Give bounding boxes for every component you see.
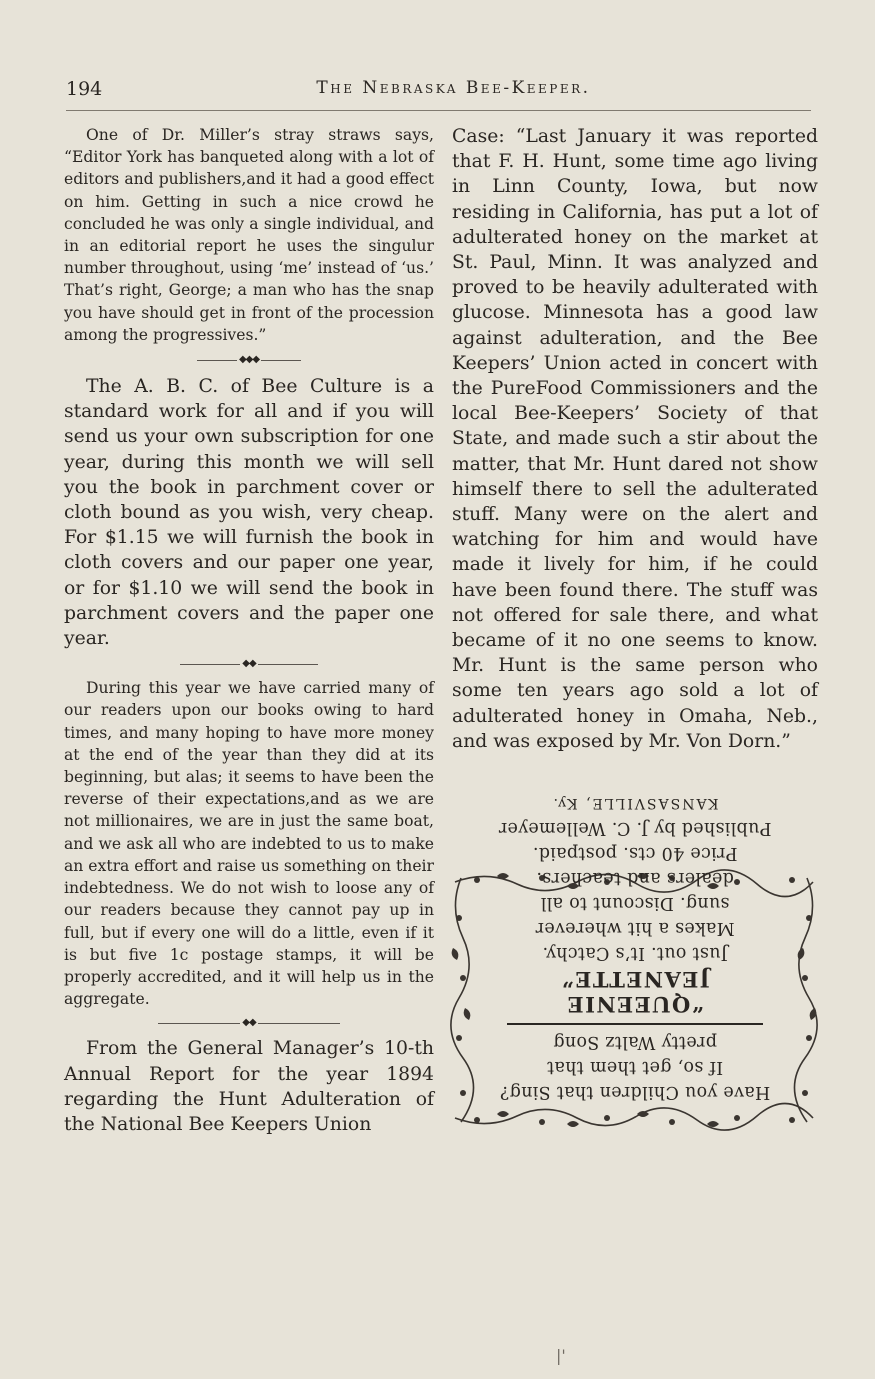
section-divider: ◆◆ bbox=[64, 651, 434, 677]
page-header bbox=[66, 78, 811, 106]
ad-line: Makes a hit wherever bbox=[535, 918, 735, 938]
ad-line: Published by J. C. Wellemeyer bbox=[498, 818, 772, 838]
ad-line: dealers and teachers. bbox=[536, 868, 734, 888]
ad-line: If so, get them that bbox=[546, 1057, 724, 1077]
running-head: The Nebraska Bee-Keeper. bbox=[316, 78, 591, 98]
paragraph-hard-times: During this year we have carried many of our readers upon our books owing to hard times, and many hoping to have more money at the end of the year than they did at its beginning, but alas; it seems to have been the reverse of their expectations,and as we are not millionaires, we are in just the same boat, and we ask all who are indebted to us to make an extra effort and raise us something on their indebtedness. We do not wish to loose any of our readers because they cannot pay up in full, but if every one will do a little, even if it is but five 1c postage stamps, it will be properly accredited, and it will help us in the aggregate. bbox=[64, 679, 434, 1009]
paragraph-hunt-case: Case: “Last January it was reported that F. H. Hunt, some time ago living in Linn County, Iowa, but now residing in California, has put a lot of adulterated honey on the market at St. Paul, Minn. It was analyzed and proved to be heavily adulterated with glucose. Minnesota has a good law against adulteration, and the Bee Keepers’ Union acted in concert with the PureFood Commissioners and the local Bee-Keepers’ Society of that State, and made such a stir about the matter, that Mr. Hunt dared not show himself there to sell the adulterated stuff. Many were on the alert and watching for him and would have made it lively for him, if he could have been found there. The stuff was not offered for sale there, and what became of it no one seems to know. Mr. Hunt is the same person who some ten years ago sold a lot of adulterated honey in Omaha, Neb., and was exposed by Mr. Von Dorn.” bbox=[452, 126, 818, 752]
left-column bbox=[64, 124, 434, 1137]
ad-line: Have you Children that Sing? bbox=[499, 1082, 771, 1102]
ad-line: pretty Waltz Song bbox=[553, 1032, 717, 1052]
ad-line: Price 40 cts. postpaid. bbox=[532, 843, 738, 863]
ad-rule bbox=[507, 1023, 763, 1025]
section-divider: ◆◆ bbox=[64, 1010, 434, 1036]
section-divider: ◆◆◆ bbox=[64, 346, 434, 374]
paragraph-general-manager-report: From the General Manager’s 10-th Annual Report for the year 1894 regarding the Hunt Adulteration of the National Bee Keepers Union bbox=[64, 1038, 434, 1135]
ad-line: sung. Discount to all bbox=[540, 893, 730, 913]
ad-title: “QUEENIE JEANETTE” bbox=[560, 967, 710, 1017]
ad-line: Just out. It’s Catchy. bbox=[542, 943, 728, 963]
paragraph-abc-bee-culture: The A. B. C. of Bee Culture is a standard work for all and if you will send us your own subscription for one year, during this month we will sell you the book in parchment cover or cloth bound as you wish, very cheap. For $1.15 we will furnish the book in cloth covers and our paper one year, or for $1.10 we will send the book in parchment covers and the paper one year. bbox=[64, 376, 434, 650]
ad-line: KANSASVILLE, Ky. bbox=[551, 795, 719, 811]
page-number: 194 bbox=[66, 78, 103, 100]
margin-mark: |' bbox=[556, 1346, 566, 1365]
paragraph-stray-straws: One of Dr. Miller’s stray straws says, “Editor York has banqueted along with a lot of editors and publishers,and it had a good effect on him. Getting in such a nice crowd he concluded he was only a single individual, and in an editorial report he uses the singulur number throughout, using ‘me’ instead of ‘us.’ That’s right, George; a man who has the snap you have should get in front of the procession among the progressives.” bbox=[64, 126, 434, 344]
right-column bbox=[452, 124, 818, 754]
header-rule bbox=[66, 110, 811, 111]
advertisement-text bbox=[497, 795, 773, 1104]
upside-down-advertisement bbox=[447, 795, 821, 1132]
